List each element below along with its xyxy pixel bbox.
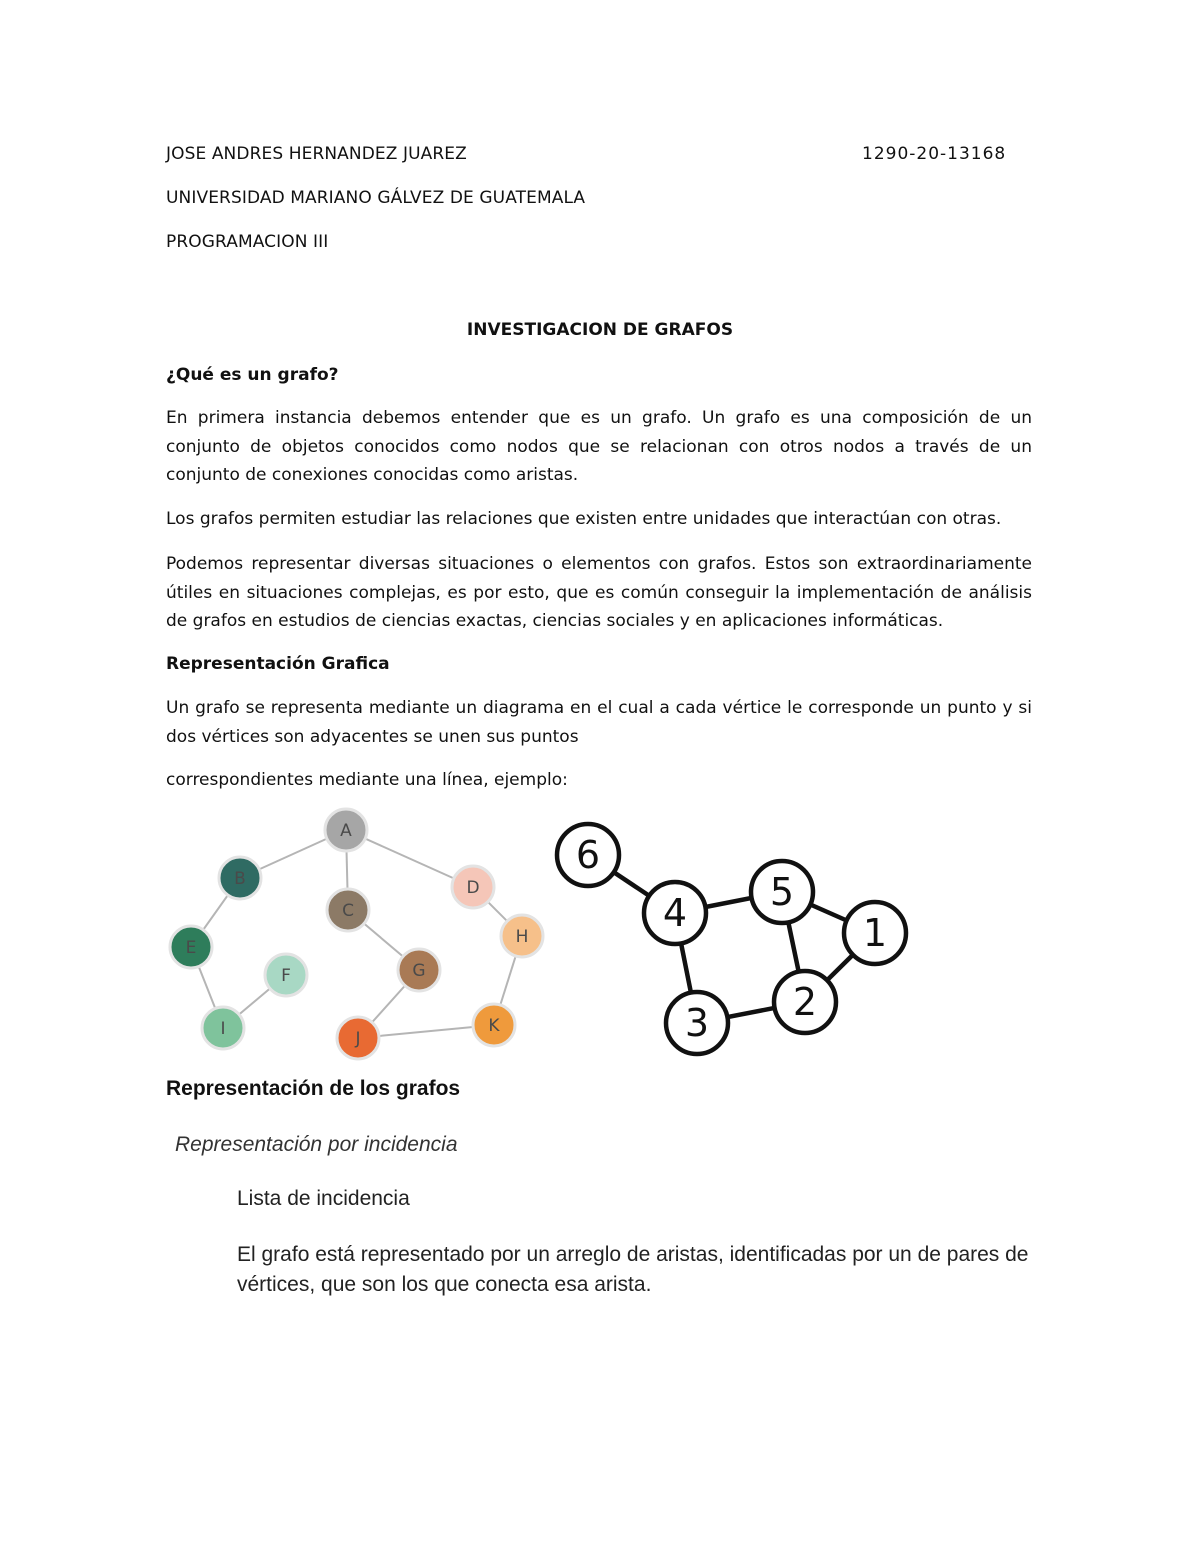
number-graph-node-1 [844,902,906,964]
node-label: 1 [862,911,888,955]
node-label: 4 [662,891,688,935]
letter-graph-nodes [170,809,543,1059]
paragraph-graphic-example: correspondientes mediante una línea, ejemplo: [166,770,568,790]
node-label: C [342,901,354,921]
number-graph-node-6 [557,824,619,886]
node-label: F [281,966,291,986]
node-label: E [185,938,197,958]
letter-graph-node-I [202,1007,244,1049]
letter-graph-node-E [170,926,212,968]
university-name: UNIVERSIDAD MARIANO GÁLVEZ DE GUATEMALA [166,188,586,208]
author-name: JOSE ANDRES HERNANDEZ JUAREZ [166,144,467,164]
paragraph-graphic-representation: Un grafo se representa mediante un diagrama en el cual a cada vértice le corresponde un punto y si dos vértices son adyacentes se unen sus puntos [166,698,1032,747]
node-label: K [488,1016,500,1036]
node-label: G [412,961,426,981]
letter-graph-node-F [265,954,307,996]
node-label: D [466,878,480,898]
student-id: 1290-20-13168 [862,144,1007,164]
number-graph-node-2 [774,971,836,1033]
number-graph-node-5 [751,861,813,923]
paragraph-definition: En primera instancia debemos entender que es un grafo. Un grafo es una composición de un conjunto de objetos conocidos como nodos que se relacionan con otros nodos a través de un conjunto de conexiones conocidas como aristas. [166,408,1032,485]
letter-graph-node-G [398,949,440,991]
section-heading-what-is: ¿Qué es un grafo? [166,365,339,385]
node-label: A [340,821,352,841]
letter-graph-node-D [452,866,494,908]
node-label: H [515,927,529,947]
letter-graph-node-C [327,889,369,931]
letter-graph-node-K [473,1004,515,1046]
letter-graph-node-J [337,1017,379,1059]
section-heading-representation: Representación de los grafos [166,1077,461,1100]
node-label: 5 [769,870,795,914]
number-graph-diagram [545,815,925,1065]
subheading-incidence: Representación por incidencia [175,1133,458,1156]
number-graph-nodes [557,824,906,1054]
course-name: PROGRAMACION III [166,232,329,252]
paragraph-applications: Podemos representar diversas situaciones o elementos con grafos. Estos son extraordinariamente útiles en situaciones complejas, es por esto, que es común conseguir la implementación de análisis de grafos en estudios de ciencias exactas, ciencias sociales y en aplicaciones informáticas. [166,554,1032,631]
section-heading-graphic: Representación Grafica [166,654,390,674]
letter-graph-node-H [501,915,543,957]
document-title: INVESTIGACION DE GRAFOS [466,320,734,340]
letter-graph-node-A [325,809,367,851]
number-graph-node-3 [666,992,728,1054]
paragraph-relations: Los grafos permiten estudiar las relaciones que existen entre unidades que interactúan con otras. [166,509,1002,529]
number-graph-node-4 [644,882,706,944]
paragraph-incidence-description: El grafo está representado por un arreglo de aristas, identificadas por un de pares de vértices, que son los que conecta esa arista. [237,1243,1029,1296]
node-label: J [355,1029,361,1049]
list-item-incidence-list: Lista de incidencia [237,1187,410,1210]
node-label: 3 [684,1001,710,1045]
node-label: 2 [792,980,818,1024]
letter-graph-node-B [219,857,261,899]
node-label: B [234,869,246,889]
node-label: I [220,1019,226,1039]
node-label: 6 [575,833,601,877]
letter-graph-diagram [160,805,560,1065]
